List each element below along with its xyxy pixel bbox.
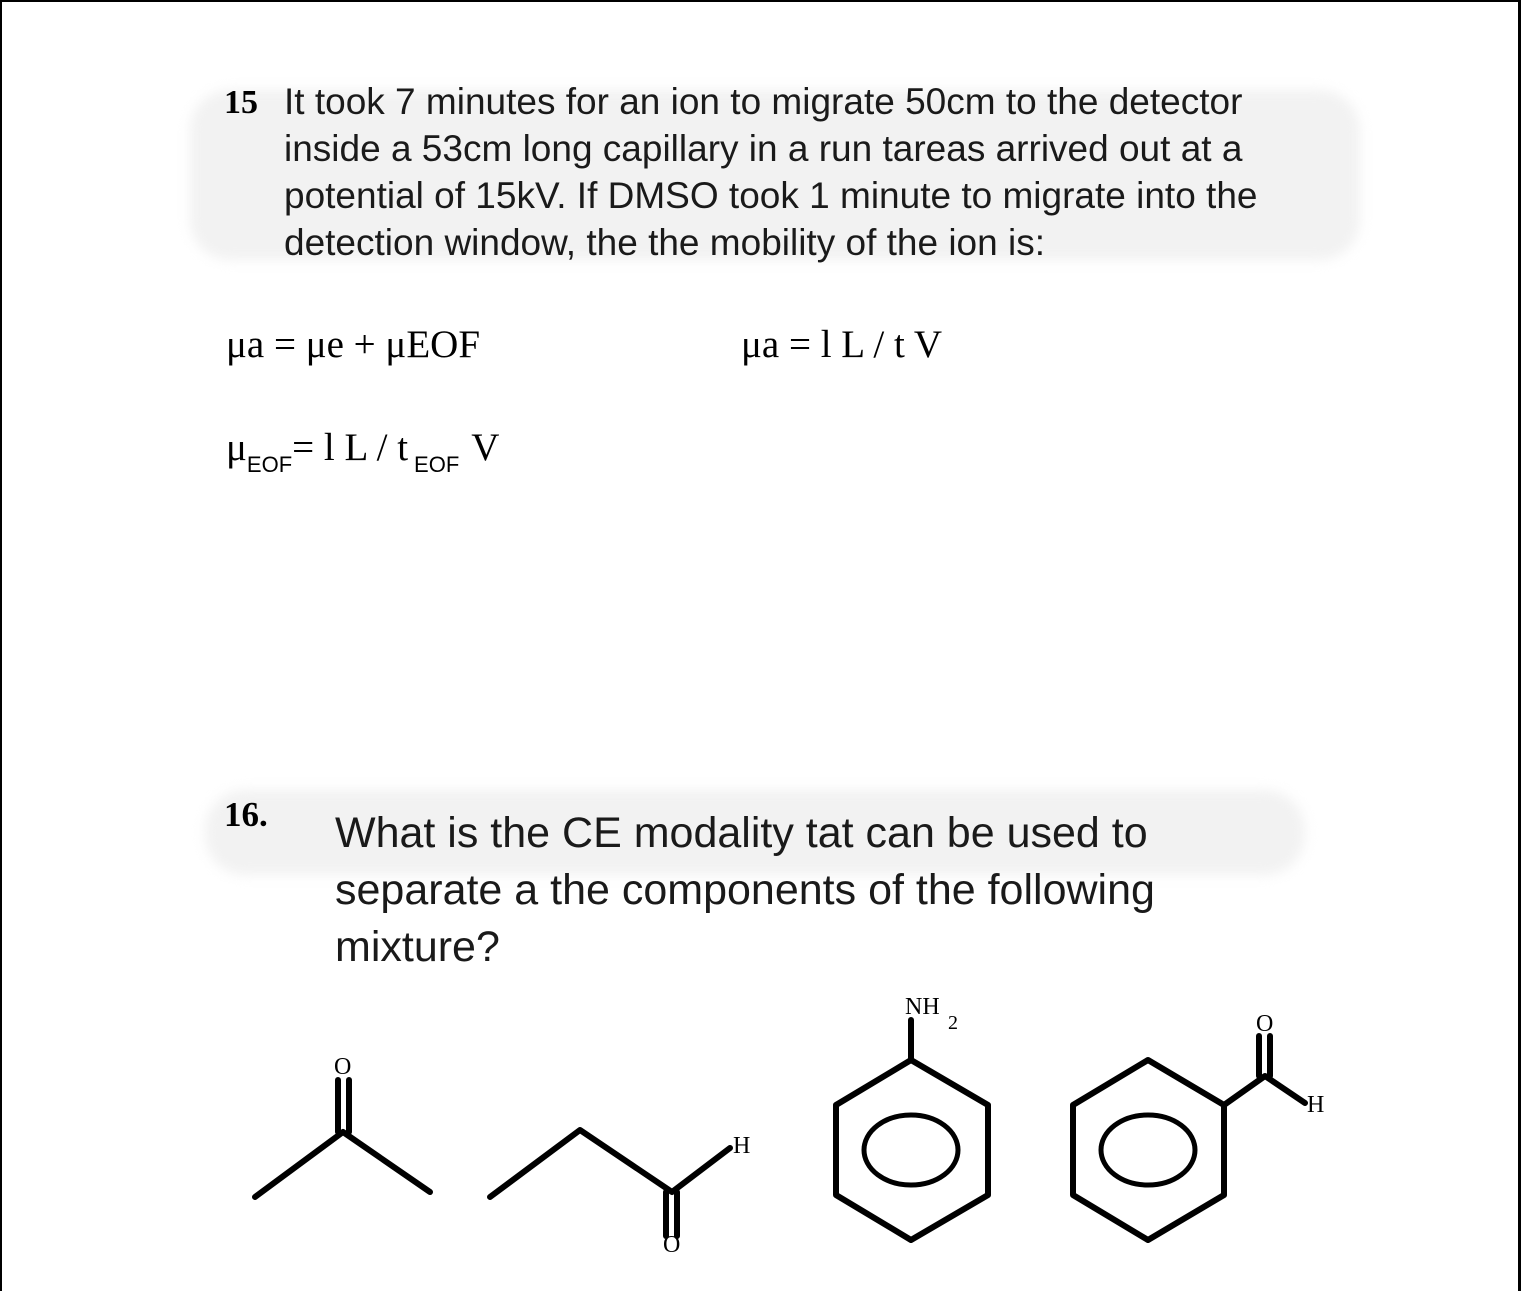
t-subscript: EOF	[414, 452, 460, 477]
formula-middle: = l L / t	[292, 426, 409, 469]
benzaldehyde-oxygen-label: O	[1256, 1011, 1274, 1037]
question-16-number: 16.	[224, 795, 268, 834]
question-16-line: What is the CE modality tat can be used to	[335, 809, 1148, 857]
question-16-line: separate a the components of the following	[335, 866, 1155, 914]
aniline-amine-label: NH	[905, 994, 940, 1020]
question-15-line: inside a 53cm long capillary in a run tareas arrived out at a	[284, 128, 1243, 169]
propanal-structure	[490, 1130, 730, 1236]
propanal-hydrogen-label: H	[733, 1133, 751, 1159]
acetone-structure	[255, 1080, 430, 1197]
acetone-oxygen-label: O	[334, 1054, 352, 1080]
question-16-line: mixture?	[335, 923, 500, 971]
aniline-amine-subscript: 2	[948, 1012, 958, 1034]
formula-apparent-mobility: μa = l L / t V	[741, 323, 943, 366]
formula-end: V	[471, 426, 500, 469]
aniline-structure	[836, 1020, 988, 1240]
question-15-line: potential of 15kV. If DMSO took 1 minute to migrate into the	[284, 175, 1258, 216]
question-15-line: detection window, the the mobility of the ion is:	[284, 222, 1045, 263]
formula-apparent-mobility-sum: μa = μe + μEOF	[226, 323, 481, 366]
benzaldehyde-hydrogen-label: H	[1307, 1092, 1325, 1118]
question-15-line: It took 7 minutes for an ion to migrate 50cm to the detector	[284, 81, 1243, 122]
mu-symbol: μ	[226, 426, 247, 469]
propanal-oxygen-label: O	[663, 1232, 681, 1258]
mu-subscript: EOF	[246, 452, 293, 477]
benzaldehyde-structure	[1073, 1036, 1305, 1240]
question-15-number: 15	[224, 84, 258, 121]
